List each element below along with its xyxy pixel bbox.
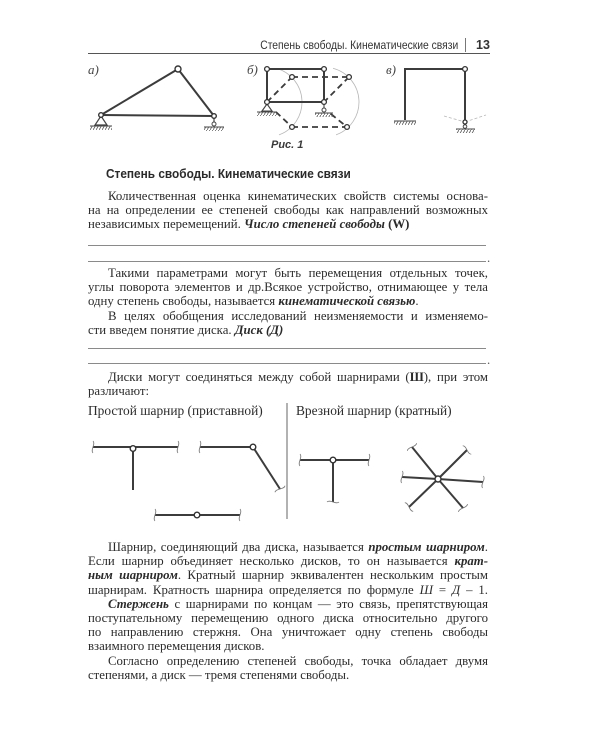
figure-b-mechanism <box>257 67 359 135</box>
text-segment: Количественная оценка кинематических свойств системы основа- <box>108 189 488 203</box>
multiple-hinge-label: Врезной шарнир (кратный) <box>296 403 452 418</box>
emphasized-term: ным шарниром <box>88 568 178 583</box>
text-segment: по направлению стержня. Она уничтожает одну степень свободы <box>88 625 488 640</box>
text-segment: сти введем понятие диска. <box>88 322 235 337</box>
paragraph-hinges-intro <box>88 370 488 398</box>
text-segment: поступательному перемещению одного диска относительно другого <box>88 610 488 625</box>
text-segment: Если шарнир объединяет несколько дисков, то он называется <box>88 554 455 569</box>
emphasized-term: Диск (Д) <box>234 322 284 337</box>
text-line <box>88 639 488 653</box>
running-header-title: Степень свободы. Кинематические связи <box>259 38 458 52</box>
figure-label-a: а) <box>88 62 99 77</box>
simple-hinge-t-diagram <box>92 441 179 490</box>
text-line <box>88 554 488 568</box>
emphasized-term: простым шарниром <box>368 540 485 554</box>
paragraph-degrees-of-freedom <box>88 189 488 232</box>
page-number: 13 <box>476 38 490 52</box>
figure-label-b: б) <box>247 62 258 77</box>
text-segment: . Кратный шарнир эквивалентен нескольким простым <box>177 568 488 583</box>
text-segment: различают: <box>88 384 150 399</box>
roller-support-icon <box>212 122 216 126</box>
text-segment: на на определении ее степеней свободы как направлений возможных <box>88 203 488 218</box>
fixed-support-icon <box>394 121 416 125</box>
hinge-icon <box>194 512 200 518</box>
emphasized-term: Число степеней свободы <box>244 217 385 232</box>
text-segment: степенями, а диск — тремя степенями свободы. <box>88 667 350 682</box>
section-title: Степень свободы. Кинематические связи <box>106 166 351 181</box>
emphasized-term: Ш <box>409 370 424 384</box>
emphasized-term: Ш <box>419 582 433 597</box>
answer-line-end-mark: . <box>487 353 491 367</box>
simple-hinge-angle-diagram <box>199 441 285 493</box>
text-segment: шарнирам. Кратность шарнира определяется по формуле <box>88 582 420 597</box>
multiple-hinge-t-diagram <box>299 454 370 503</box>
roller-support-icon <box>322 108 326 112</box>
hinge-icon <box>330 457 336 463</box>
text-line <box>88 568 488 582</box>
text-segment: Диски могут соединяться между собой шарнирами ( <box>108 370 410 384</box>
text-line <box>88 189 488 203</box>
text-line <box>88 294 488 308</box>
text-line <box>88 370 488 384</box>
figure-a-truss <box>90 66 224 131</box>
text-segment: = <box>432 582 452 597</box>
text-segment: . <box>415 294 419 309</box>
figure-c-frame <box>394 67 486 133</box>
text-line <box>88 540 488 554</box>
paragraph-hinges-and-bars <box>88 540 488 682</box>
emphasized-term: кинематической связью <box>278 294 416 309</box>
answer-line <box>88 261 486 262</box>
text-segment: углы поворота элементов и др.Всякое устройство, отнимающее у тела <box>88 280 488 295</box>
multiple-hinge-star-diagram <box>401 443 484 513</box>
emphasized-term: крат- <box>454 554 488 569</box>
text-segment: взаимного перемещения дисков. <box>88 639 265 654</box>
emphasized-term: Стержень <box>108 596 169 611</box>
text-line <box>88 309 488 323</box>
text-line <box>88 266 488 280</box>
roller-support-icon <box>463 125 467 129</box>
hinge-icon <box>435 476 441 482</box>
text-line <box>88 323 488 337</box>
text-line <box>88 217 488 231</box>
text-segment: – 1. <box>460 582 488 597</box>
text-line <box>88 668 488 682</box>
text-segment: ), при этом <box>423 370 488 384</box>
answer-line-end-mark: . <box>487 251 491 265</box>
simple-hinge-label: Простой шарнир (приставной) <box>88 403 263 418</box>
answer-line <box>88 363 486 364</box>
hinge-icon <box>130 446 136 452</box>
answer-line <box>88 245 486 246</box>
text-line <box>88 384 488 398</box>
text-segment: Шарнир, соединяющий два диска, называется <box>108 540 369 554</box>
text-segment: независимых перемещений. <box>88 217 244 232</box>
hinge-icon <box>250 444 256 450</box>
figure-label-c: в) <box>386 62 396 77</box>
emphasized-term: (W) <box>388 217 410 232</box>
text-segment: Согласно определению степеней свободы, точка обладает двумя <box>108 653 488 668</box>
answer-line <box>88 348 486 349</box>
figure-caption: Рис. 1 <box>271 139 304 151</box>
pinned-support-icon <box>262 104 272 111</box>
text-line <box>88 583 488 597</box>
text-segment: Такими параметрами могут быть перемещения отдельных точек, <box>108 266 488 280</box>
text-line <box>88 597 488 611</box>
text-line <box>88 654 488 668</box>
text-segment: В целях обобщения исследований неизменяемости и изменяемо- <box>108 308 488 323</box>
text-line <box>88 611 488 625</box>
text-segment: одну степень свободы, называется <box>88 294 279 309</box>
emphasized-term: Д <box>451 582 461 597</box>
simple-hinge-inline-diagram <box>154 509 241 521</box>
text-line <box>88 625 488 639</box>
text-segment: с шарнирами по концам — это связь, препятствующая <box>168 596 488 611</box>
text-line <box>88 280 488 294</box>
text-line <box>88 203 488 217</box>
paragraph-kinematic-constraints <box>88 266 488 337</box>
text-segment: . <box>484 540 488 554</box>
